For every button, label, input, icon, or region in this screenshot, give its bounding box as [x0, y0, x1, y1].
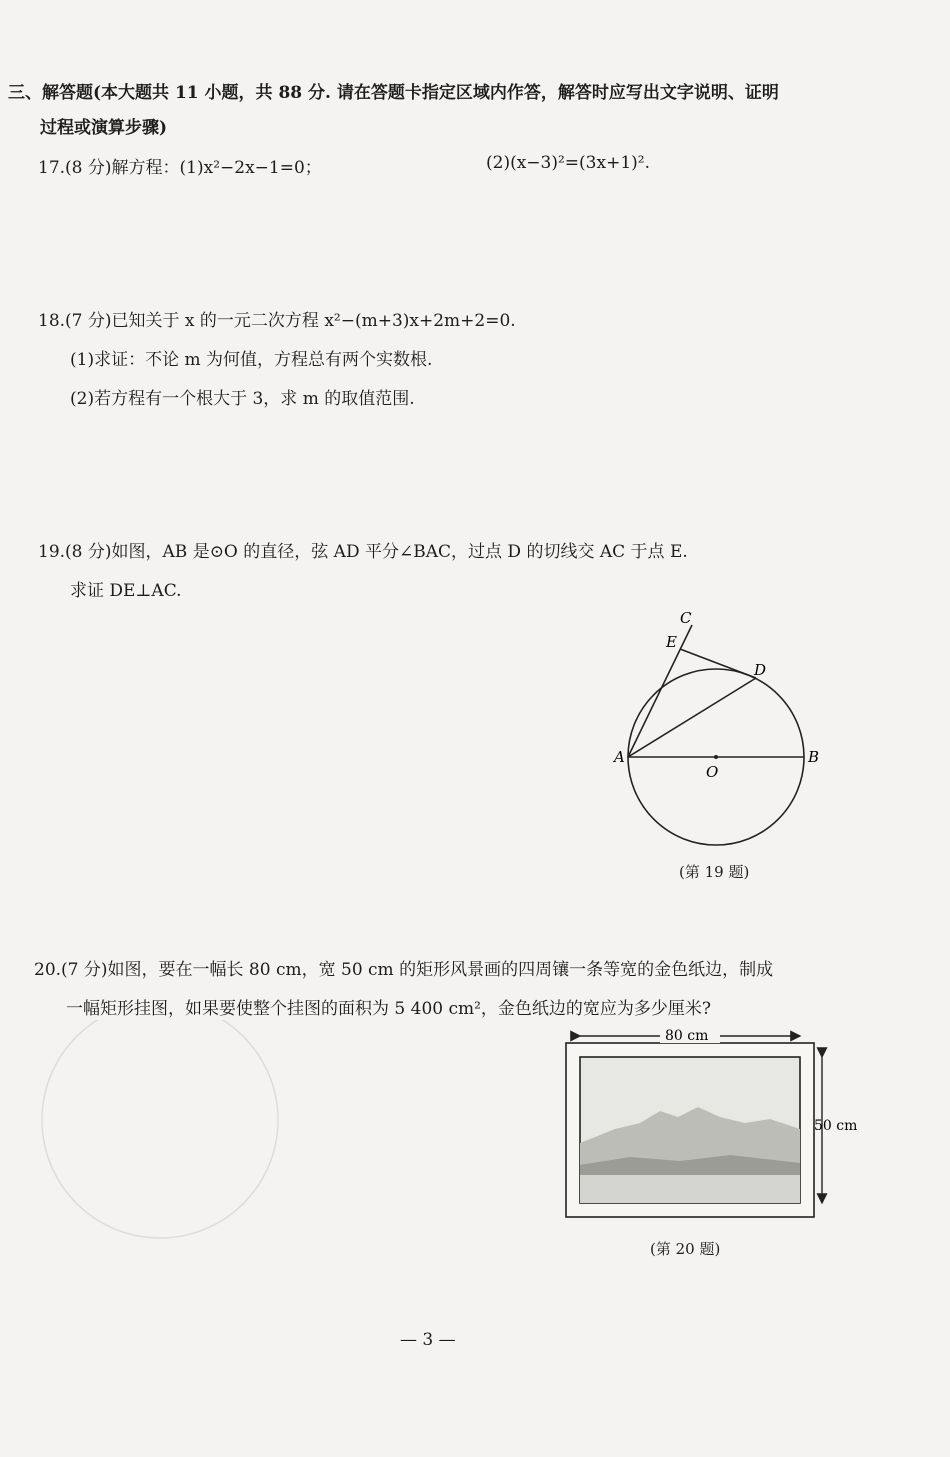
q20-line2: 一幅矩形挂图，如果要使整个挂图的面积为 5 400 cm²，金色纸边的宽应为多少厘米?	[66, 999, 712, 1019]
tangent-de	[680, 649, 756, 678]
q20-caption: (第 20 题)	[650, 1240, 721, 1258]
q19-head: 19.(8 分)如图，AB 是⊙O 的直径，弦 AD 平分∠BAC，过点 D 的切线交 AC 于点 E.	[38, 542, 688, 562]
q20-figure	[560, 1025, 860, 1225]
q19-line2: 求证 DE⊥AC.	[70, 581, 182, 601]
label-c: C	[680, 609, 692, 627]
landscape-water	[580, 1175, 800, 1203]
q20-line1: 20.(7 分)如图，要在一幅长 80 cm，宽 50 cm 的矩形风景画的四周镶一条等宽的金色纸边，制成	[34, 960, 774, 980]
q18-head: 18.(7 分)已知关于 x 的一元二次方程 x²−(m+3)x+2m+2=0.	[38, 311, 516, 331]
q18-part1: (1)求证：不论 m 为何值，方程总有两个实数根.	[70, 350, 433, 370]
label-d: D	[754, 661, 767, 679]
label-o: O	[706, 763, 719, 781]
section-title-cont: 过程或演算步骤)	[40, 118, 168, 138]
q17-head: 17.(8 分)解方程：(1)x²−2x−1=0；	[38, 158, 322, 178]
label-a: A	[614, 748, 625, 766]
q19-caption: (第 19 题)	[679, 863, 750, 881]
label-b: B	[808, 748, 820, 766]
bleed-through-circle	[30, 1020, 290, 1260]
center-dot	[714, 755, 718, 759]
height-label: 50 cm	[814, 1118, 858, 1134]
width-label: 80 cm	[665, 1028, 709, 1044]
page-number: — 3 —	[400, 1330, 456, 1350]
label-e: E	[666, 633, 677, 651]
q19-figure	[600, 605, 840, 865]
q18-part2: (2)若方程有一个根大于 3，求 m 的取值范围.	[70, 389, 415, 409]
section-title: 三、解答题(本大题共 11 小题，共 88 分. 请在答题卡指定区域内作答，解答时应写出文字说明、证明	[8, 83, 779, 103]
q17-part2: (2)(x−3)²=(3x+1)².	[486, 153, 650, 173]
